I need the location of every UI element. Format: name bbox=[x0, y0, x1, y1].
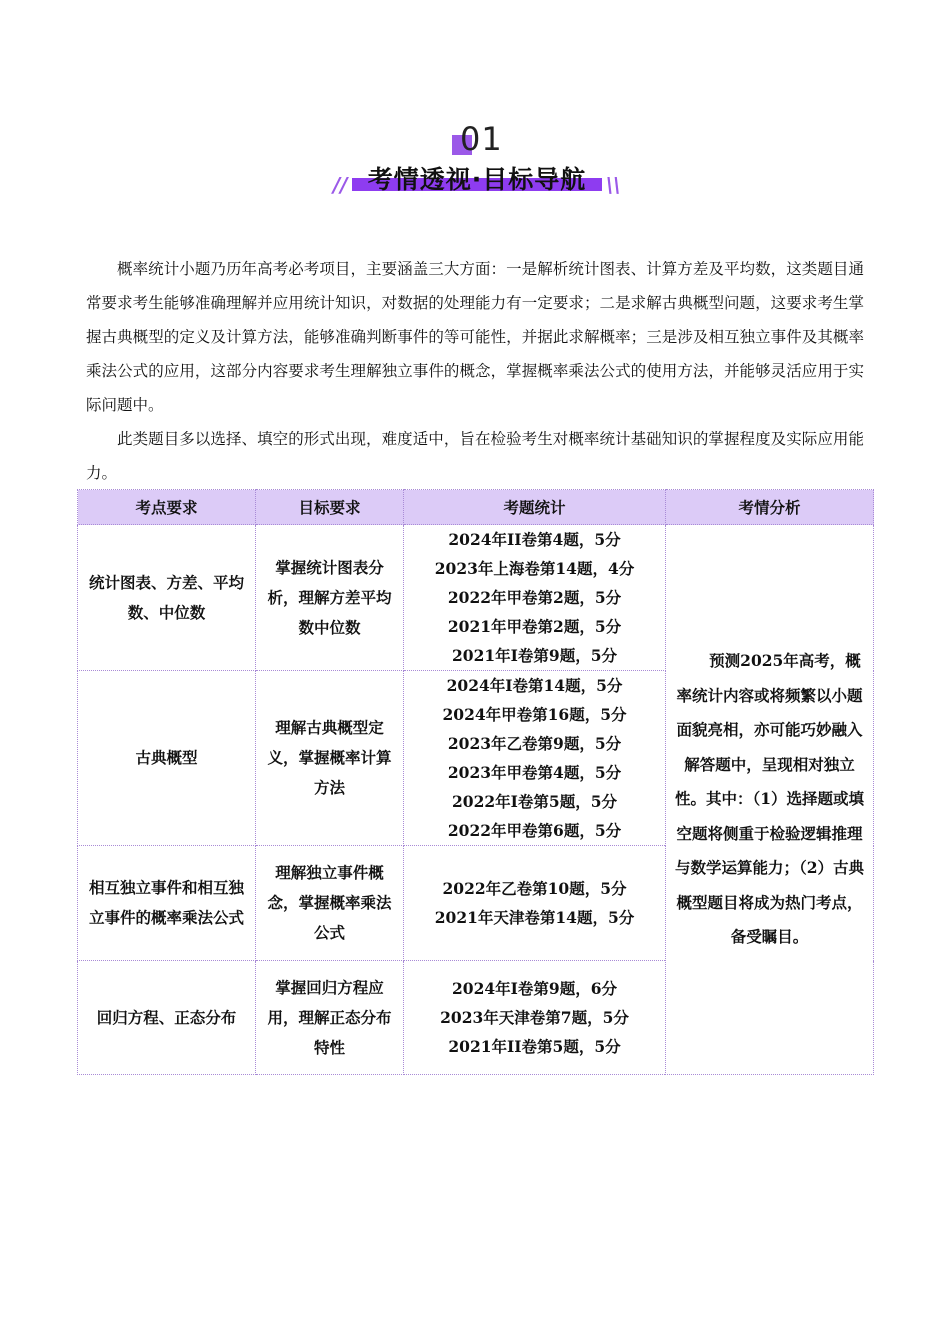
header-topic: 考点要求 bbox=[78, 490, 256, 525]
stat-item: 2021年I卷第9题，5分 bbox=[452, 646, 617, 665]
header-goal: 目标要求 bbox=[256, 490, 404, 525]
stat-item: 2021年II卷第5题，5分 bbox=[448, 1037, 621, 1056]
stats-cell bbox=[404, 525, 666, 671]
stats-cell bbox=[404, 671, 666, 846]
stat-item: 2024年甲卷第16题，5分 bbox=[442, 705, 627, 724]
goal-cell: 掌握统计图表分析，理解方差平均数中位数 bbox=[256, 525, 404, 671]
topic-cell: 回归方程、正态分布 bbox=[78, 961, 256, 1075]
header-stats: 考题统计 bbox=[404, 490, 666, 525]
section-number: 01 bbox=[460, 120, 503, 158]
stat-item: 2023年乙卷第9题，5分 bbox=[447, 734, 622, 753]
stat-item: 2022年乙卷第10题，5分 bbox=[442, 879, 627, 898]
stat-item: 2021年天津卷第14题，5分 bbox=[434, 908, 635, 927]
goal-cell: 理解古典概型定义，掌握概率计算方法 bbox=[256, 671, 404, 846]
section-title: 考情透视·目标导航 bbox=[367, 165, 587, 194]
stat-item: 2024年I卷第14题，5分 bbox=[446, 676, 623, 695]
intro-paragraph-1: 概率统计小题乃历年高考必考项目，主要涵盖三大方面：一是解析统计图表、计算方差及平均数，这类题目通常要求考生能够准确理解并应用统计知识，对数据的处理能力有一定要求；二是求解古典概型问题，这要求考生掌握古典概型的定义及计算方法，能够准确判断事件的等可能性，并据此求解概率；三是涉及相互独立事件及其概率乘法公式的应用，这部分内容要求考生理解独立事件的概念，掌握概率乘法公式的使用方法，并能够灵活应用于实际问题中。 bbox=[86, 260, 864, 414]
stat-item: 2023年天津卷第7题，5分 bbox=[440, 1008, 629, 1027]
goal-cell: 理解独立事件概念，掌握概率乘法公式 bbox=[256, 846, 404, 961]
analysis-text: 预测2025年高考，概率统计内容或将频繁以小题面貌亮相，亦可能巧妙融入解答题中，呈现相对独立性。其中：（1）选择题或填空题将侧重于检验逻辑推理与数学运算能力；（2）古典概型题目将成为热门考点，备受瞩目。 bbox=[674, 651, 865, 947]
analysis-cell bbox=[666, 525, 874, 1075]
stat-item: 2022年甲卷第2题，5分 bbox=[447, 588, 622, 607]
exam-analysis-table bbox=[77, 489, 874, 1075]
stat-item: 2024年II卷第4题，5分 bbox=[448, 530, 621, 549]
decorative-slash-left: // bbox=[333, 173, 348, 197]
stat-item: 2022年I卷第5题，5分 bbox=[452, 792, 617, 811]
intro-text bbox=[86, 252, 864, 490]
intro-paragraph-2: 此类题目多以选择、填空的形式出现，难度适中，旨在检验考生对概率统计基础知识的掌握程度及实际应用能力。 bbox=[86, 430, 864, 482]
header-analysis: 考情分析 bbox=[666, 490, 874, 525]
stats-cell bbox=[404, 961, 666, 1075]
stats-cell bbox=[404, 846, 666, 961]
table-row bbox=[78, 525, 874, 671]
goal-cell: 掌握回归方程应用，理解正态分布特性 bbox=[256, 961, 404, 1075]
table-header-row bbox=[78, 490, 874, 525]
stat-item: 2023年甲卷第4题，5分 bbox=[447, 763, 622, 782]
topic-cell: 相互独立事件和相互独立事件的概率乘法公式 bbox=[78, 846, 256, 961]
section-header bbox=[0, 118, 950, 208]
topic-cell: 统计图表、方差、平均数、中位数 bbox=[78, 525, 256, 671]
stat-item: 2021年甲卷第2题，5分 bbox=[447, 617, 622, 636]
topic-cell: 古典概型 bbox=[78, 671, 256, 846]
stat-item: 2023年上海卷第14题，4分 bbox=[434, 559, 635, 578]
stat-item: 2024年I卷第9题，6分 bbox=[452, 979, 617, 998]
stat-item: 2022年甲卷第6题，5分 bbox=[447, 821, 622, 840]
decorative-slash-right: \\ bbox=[606, 173, 621, 197]
